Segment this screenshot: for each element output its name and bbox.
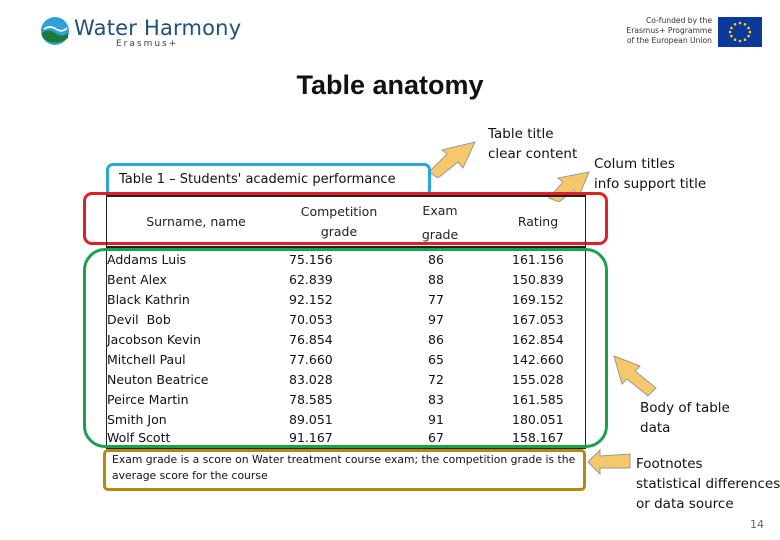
cell-exam: 88	[428, 272, 444, 287]
table-row	[0, 350, 780, 370]
cell-exam: 77	[428, 292, 444, 307]
cell-competition: 78.585	[289, 392, 333, 407]
table-row	[0, 330, 780, 350]
cell-exam: 86	[428, 252, 444, 267]
table-footnote: Exam grade is a score on Water treatment course exam; the competition grade is the average score for the course	[112, 453, 576, 482]
cell-exam: 91	[428, 412, 444, 427]
cell-name: Addams Luis	[107, 252, 187, 267]
cell-exam: 83	[428, 392, 444, 407]
cell-rating: 155.028	[512, 372, 564, 387]
cell-name: Jacobson Kevin	[107, 332, 201, 347]
header-competition-line: grade	[320, 224, 358, 239]
callout-column-titles	[594, 154, 706, 194]
table-caption: Table 1 – Students' academic performance	[106, 163, 431, 197]
cell-rating: 158.167	[512, 430, 564, 445]
cell-rating: 150.839	[512, 272, 564, 287]
eu-flag-icon	[718, 17, 762, 47]
callout-footnotes-line: statistical differences	[636, 476, 780, 492]
cell-competition: 91.167	[289, 430, 333, 445]
table-top-rule	[106, 195, 586, 197]
arrow-to-footnote-icon	[586, 446, 634, 476]
eu-cofunded-text	[620, 16, 712, 46]
callout-table-title-line: clear content	[488, 146, 578, 162]
logo-subtitle: Erasmus+	[116, 39, 179, 49]
cell-name: Black Kathrin	[107, 292, 190, 307]
arrow-to-caption-icon	[425, 138, 485, 178]
cell-name: Devil Bob	[107, 312, 171, 327]
cell-competition: 62.839	[289, 272, 333, 287]
callout-table-title-line: Table title	[488, 126, 554, 142]
cell-competition: 75.156	[289, 252, 333, 267]
arrow-to-body-icon	[610, 352, 660, 400]
cell-exam: 65	[428, 352, 444, 367]
header-surname-name: Surname, name	[146, 214, 246, 229]
callout-body-line: data	[640, 420, 671, 436]
logo-name: Water Harmony	[74, 16, 242, 40]
cell-competition: 89.051	[289, 412, 333, 427]
cell-exam: 72	[428, 372, 444, 387]
cell-name: Smith Jon	[107, 412, 167, 427]
table-row	[0, 310, 780, 330]
table-row	[0, 270, 780, 290]
cell-competition: 76.854	[289, 332, 333, 347]
callout-table-title	[488, 124, 577, 164]
page-number: 14	[750, 518, 764, 531]
cell-rating: 167.053	[512, 312, 564, 327]
cell-name: Neuton Beatrice	[107, 372, 209, 387]
cell-exam: 97	[428, 312, 444, 327]
cell-exam: 86	[428, 332, 444, 347]
callout-body-heading: Body of table	[640, 400, 730, 416]
cell-rating: 142.660	[512, 352, 564, 367]
cell-rating: 161.156	[512, 252, 564, 267]
eu-text-line: Co-funded by the	[645, 16, 712, 25]
cell-competition: 83.028	[289, 372, 333, 387]
callout-body-of-table	[640, 398, 730, 438]
cell-competition: 70.053	[289, 312, 333, 327]
cell-competition: 77.660	[289, 352, 333, 367]
eu-cofunded-logo	[620, 14, 760, 50]
water-harmony-logo	[40, 14, 240, 50]
cell-rating: 162.854	[512, 332, 564, 347]
callout-footnotes-heading: Footnotes	[636, 456, 703, 472]
cell-name: Bent Alex	[107, 272, 167, 287]
callout-column-titles-line: info support title	[594, 176, 707, 192]
table-row	[0, 250, 780, 270]
cell-rating: 161.585	[512, 392, 564, 407]
cell-competition: 92.152	[289, 292, 333, 307]
table-row	[0, 370, 780, 390]
eu-text-line: of the European Union	[626, 36, 712, 45]
cell-exam: 67	[428, 430, 444, 445]
cell-rating: 169.152	[512, 292, 564, 307]
table-row	[0, 290, 780, 310]
eu-text-line: Erasmus+ Programme	[626, 26, 712, 35]
cell-rating: 180.051	[512, 412, 564, 427]
cell-name: Wolf Scott	[107, 430, 171, 445]
header-competition-grade	[289, 202, 389, 242]
header-competition-line: Competition	[300, 204, 378, 219]
callout-footnotes-line: or data source	[636, 496, 734, 512]
cell-name: Peirce Martin	[107, 392, 189, 407]
header-exam-line: Exam	[422, 203, 458, 218]
header-exam-line: grade	[421, 227, 459, 242]
callout-column-titles-heading: Colum titles	[594, 156, 675, 172]
header-rating: Rating	[517, 214, 559, 229]
water-drop-logo-icon	[40, 16, 70, 46]
slide-title: Table anatomy	[296, 70, 484, 100]
callout-footnotes	[636, 454, 780, 514]
cell-name: Mitchell Paul	[107, 352, 186, 367]
header-exam-grade	[400, 199, 480, 247]
